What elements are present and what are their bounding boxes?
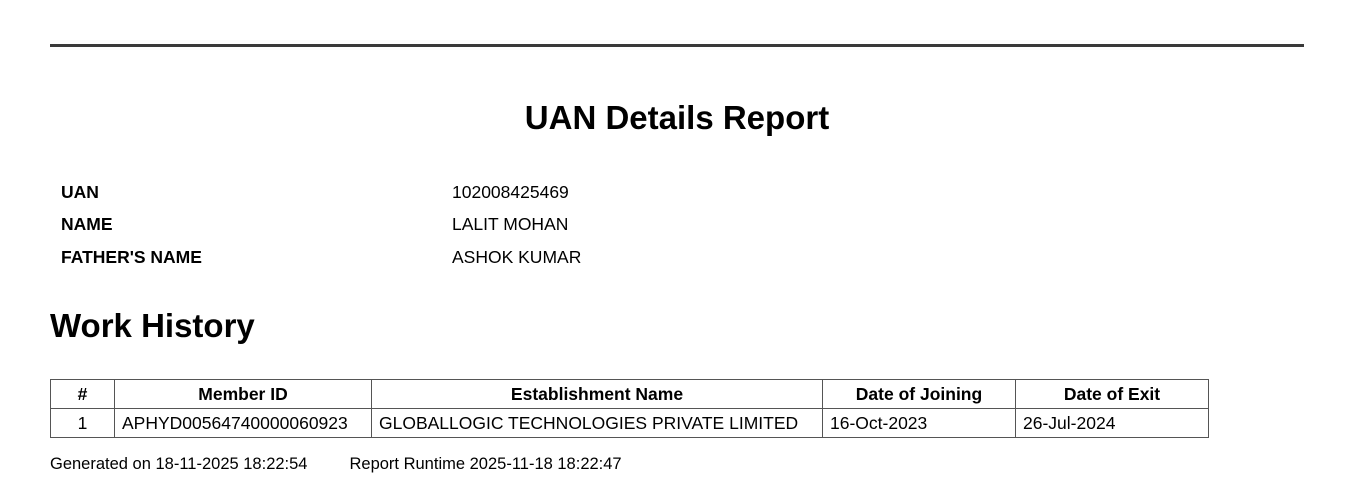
info-row-name (61, 209, 581, 242)
row-number-cell: 1 (51, 409, 115, 438)
info-row-uan (61, 176, 581, 209)
info-label: FATHER'S NAME (61, 246, 202, 267)
date-of-joining-cell: 16-Oct-2023 (823, 409, 1016, 438)
info-value: ASHOK KUMAR (452, 246, 582, 267)
column-header-date-of-exit: Date of Exit (1016, 380, 1209, 409)
table-row (51, 409, 1209, 438)
report-runtime-text: Report Runtime 2025-11-18 18:22:47 (349, 455, 622, 473)
column-header-date-of-joining: Date of Joining (823, 380, 1016, 409)
work-history-heading: Work History (50, 307, 255, 344)
report-footer (50, 455, 622, 474)
work-history-table (50, 379, 1209, 438)
info-value: LALIT MOHAN (452, 214, 569, 235)
info-value: 102008425469 (452, 181, 569, 202)
info-label: UAN (61, 181, 99, 202)
establishment-name-cell: GLOBALLOGIC TECHNOLOGIES PRIVATE LIMITED (372, 409, 823, 438)
top-divider (50, 44, 1304, 47)
generated-on-text: Generated on 18-11-2025 18:22:54 (50, 455, 308, 473)
column-header-establishment: Establishment Name (372, 380, 823, 409)
table-header-row (51, 380, 1209, 409)
report-title: UAN Details Report (524, 99, 830, 136)
info-label: NAME (61, 214, 113, 235)
date-of-exit-cell: 26-Jul-2024 (1016, 409, 1209, 438)
column-header-member-id: Member ID (115, 380, 372, 409)
info-row-fathers-name (61, 241, 581, 274)
member-id-cell: APHYD00564740000060923 (115, 409, 372, 438)
column-header-number: # (51, 380, 115, 409)
member-info-table (61, 176, 581, 274)
